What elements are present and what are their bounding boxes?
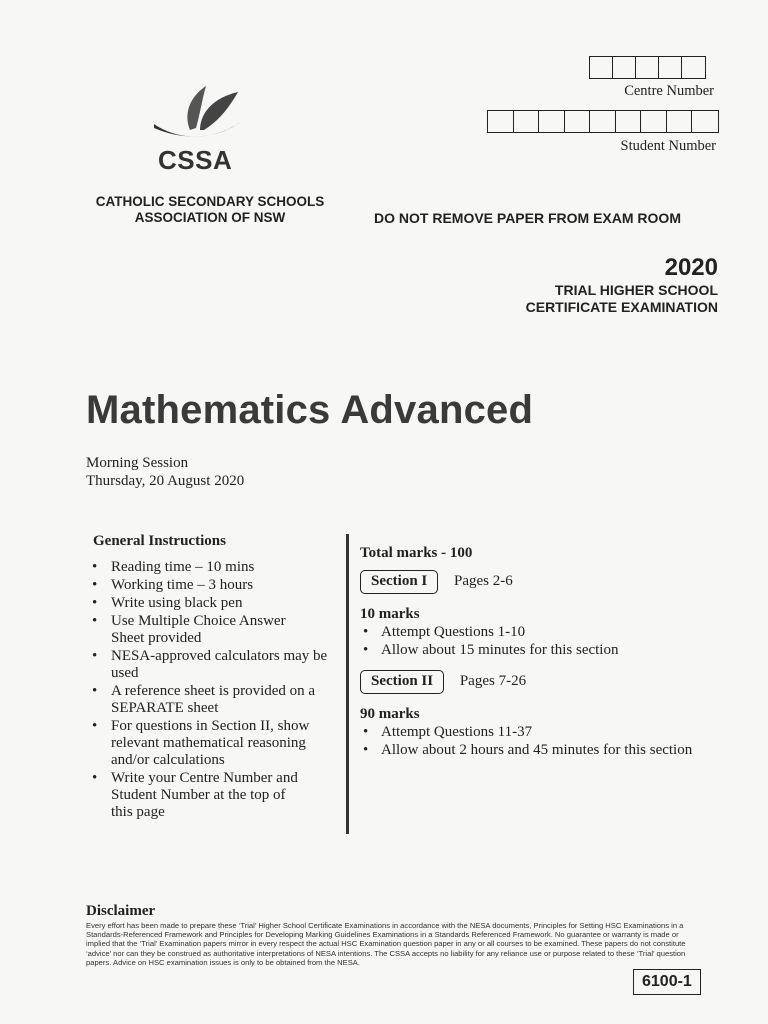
instruction-line: Student Number at the top of [111, 787, 286, 803]
centre-number-label: Centre Number [624, 83, 714, 99]
student-number-box[interactable] [539, 111, 565, 132]
student-number-box[interactable] [514, 111, 540, 132]
list-item [90, 613, 345, 647]
association-line: ASSOCIATION OF NSW [134, 210, 286, 225]
centre-number-box[interactable] [613, 57, 636, 78]
list-item [90, 595, 345, 612]
instruction-line: • Write using black pen [111, 595, 243, 611]
section-2-row [360, 670, 740, 694]
section-2-points [360, 723, 740, 759]
column-divider [346, 534, 349, 834]
student-number-box[interactable] [488, 111, 514, 132]
association-line: CATHOLIC SECONDARY SCHOOLS [95, 194, 325, 209]
instruction-line: • Reading time – 10 mins [111, 559, 255, 575]
cssa-leaf-logo-icon [150, 82, 246, 152]
section-1-row [360, 570, 740, 594]
centre-number-boxes[interactable] [589, 56, 706, 79]
instruction-line: • A reference sheet is provided on a [111, 683, 316, 699]
association-name [80, 194, 340, 226]
session-name: Morning Session [86, 455, 189, 471]
student-number-box[interactable] [667, 111, 693, 132]
disclaimer-text [86, 921, 726, 967]
marks-panel [360, 545, 740, 759]
section-2-marks: 90 marks [360, 706, 420, 722]
list-item: • Attempt Questions 11-37 [360, 723, 740, 741]
instruction-line: • Use Multiple Choice Answer [111, 613, 286, 629]
instruction-line: this page [111, 804, 165, 820]
session-date: Thursday, 20 August 2020 [86, 473, 245, 489]
student-number-boxes[interactable] [487, 110, 719, 133]
disclaimer-heading: Disclaimer [86, 903, 156, 919]
exam-year: 2020 [664, 254, 718, 281]
list-item [90, 648, 345, 682]
centre-number-box[interactable] [636, 57, 659, 78]
disclaimer-line: papers. Advice on HSC examination issues is only to be obtained from the NESA. [86, 957, 360, 967]
list-item [90, 683, 345, 717]
instructions-heading: General Instructions [93, 533, 226, 549]
exam-type [440, 282, 718, 316]
student-number-box[interactable] [641, 111, 667, 132]
centre-number-box[interactable] [682, 57, 705, 78]
section-1-points [360, 623, 740, 659]
exam-room-notice: DO NOT REMOVE PAPER FROM EXAM ROOM [374, 210, 681, 226]
list-item [90, 718, 345, 769]
section-1-pages: Pages 2-6 [454, 573, 513, 589]
instructions-list [90, 559, 345, 822]
disclaimer-line: Standards-Referenced Framework and Principles for Developing Marking Guidelines Examinations in a Standards Referenced Framework. No guarantee or warranty is made or [86, 930, 679, 940]
student-number-label: Student Number [620, 138, 716, 154]
list-item [90, 577, 345, 594]
list-item: • Allow about 15 minutes for this section [360, 641, 740, 659]
instruction-line: • NESA-approved calculators may be [111, 648, 328, 664]
student-number-box[interactable] [565, 111, 591, 132]
instruction-line: SEPARATE sheet [111, 700, 219, 716]
subject-title: Mathematics Advanced [86, 388, 534, 432]
logo-wordmark: CSSA [158, 145, 233, 175]
list-item [90, 559, 345, 576]
list-item [90, 770, 345, 821]
paper-code: 6100-1 [633, 969, 701, 995]
exam-type-line: TRIAL HIGHER SCHOOL [554, 282, 718, 298]
total-marks: Total marks - 100 [360, 545, 473, 561]
exam-type-line: CERTIFICATE EXAMINATION [525, 299, 718, 315]
student-number-box[interactable] [616, 111, 642, 132]
section-1-marks: 10 marks [360, 606, 420, 622]
section-2-pages: Pages 7-26 [459, 673, 527, 689]
disclaimer-line: Every effort has been made to prepare these ‘Trial’ Higher School Certificate Examinations in accordance with the NESA documents, Principles for Setting HSC Examinations in a [86, 921, 684, 930]
list-item: • Allow about 2 hours and 45 minutes for this section [360, 741, 740, 759]
instruction-line: Sheet provided [111, 630, 202, 646]
section-1-label: Section I [360, 570, 438, 594]
instruction-line: • Write your Centre Number and [111, 770, 298, 786]
disclaimer-line: ‘advice’ nor can they be construed as authoritative interpretations of NESA intentions. The CSSA accepts no liability for any reliance use or purpose related to these ‘Trial’ question [86, 948, 686, 958]
student-number-box[interactable] [590, 111, 616, 132]
centre-number-box[interactable] [590, 57, 613, 78]
disclaimer-line: implied that the ‘Trial’ Examination papers mirror in every respect the actual HSC Examination question paper in any or all courses to be examined. These papers do not constitute [86, 939, 686, 949]
instruction-line: relevant mathematical reasoning [111, 735, 306, 751]
instruction-line: • For questions in Section II, show [111, 718, 310, 734]
list-item: • Attempt Questions 1-10 [360, 623, 740, 641]
exam-session [86, 454, 244, 490]
instruction-line: used [111, 665, 139, 681]
centre-number-box[interactable] [659, 57, 682, 78]
student-number-box[interactable] [692, 111, 718, 132]
section-2-label: Section II [360, 670, 444, 694]
instruction-line: and/or calculations [111, 752, 225, 768]
instruction-line: • Working time – 3 hours [111, 577, 254, 593]
